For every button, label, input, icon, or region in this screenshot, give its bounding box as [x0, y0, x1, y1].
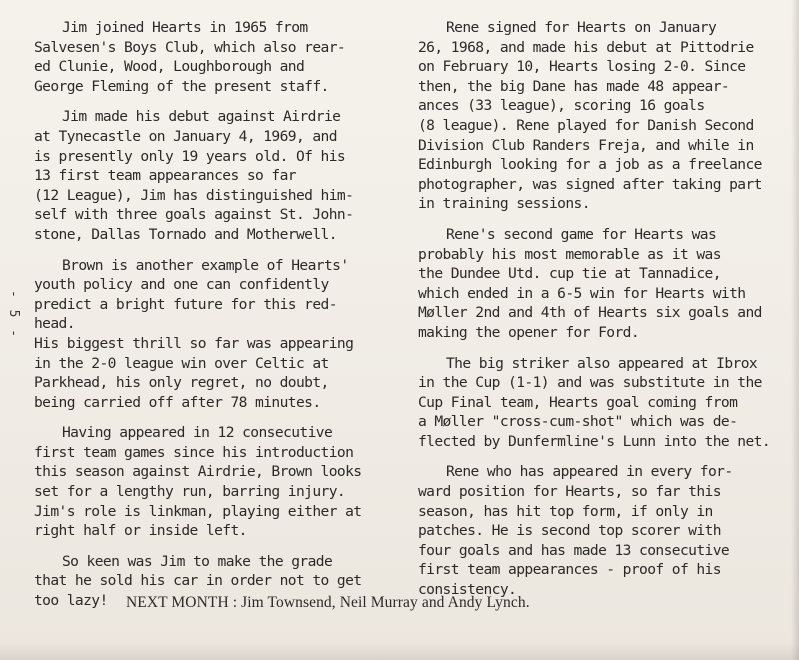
- left-paragraph-5: So keen was Jim to make the grade that he sold his car in order not to get too lazy!: [34, 552, 362, 610]
- page-edge-shadow: [791, 0, 799, 660]
- left-paragraph-4: Having appeared in 12 consecutive first team games since his introduction this season against Airdrie, Brown looks set for a lengthy run, barring injury. Jim's role is linkman, playing either at right half or inside left.: [34, 424, 362, 540]
- left-paragraph-1: Jim joined Hearts in 1965 from Salvesen's Boys Club, which also rear- ed Clunie, Wood, Loughborough and George Fleming of the present staff.: [34, 19, 346, 95]
- page-bottom-edge: [0, 642, 799, 660]
- next-month-line: NEXT MONTH : Jim Townsend, Neil Murray and Andy Lynch.: [126, 594, 530, 611]
- right-paragraph-2: Rene's second game for Hearts was probably his most memorable as it was the Dundee Utd. cup tie at Tannadice, which ended in a 6-5 win for Hearts with Møller 2nd and 4th of Hearts six goals and making the opener for Ford.: [418, 225, 762, 341]
- right-paragraph-3: The big striker also appeared at Ibrox in the Cup (1-1) and was substitute in the Cup Final team, Hearts goal coming from a Møller "cross-cum-shot" which was de- flected by Dunfermline's Lunn into the net.: [418, 354, 771, 450]
- page-number: - 5 -: [6, 290, 21, 340]
- right-paragraph-4: Rene who has appeared in every for- ward position for Hearts, so far this season, has hit top form, if only in patches. He is second top scorer with four goals and has made 13 consecutive first team appearances - proof of his consistency.: [418, 463, 733, 599]
- left-paragraph-3: Brown is another example of Hearts' youth policy and one can confidently predict a bright future for this red-head. His biggest thrill so far was appearing in the 2-0 league win over Celtic at Parkhead, his only regret, no doubt, being carried off after 78 minutes.: [34, 256, 354, 411]
- left-paragraph-2: Jim made his debut against Airdrie at Tynecastle on January 4, 1969, and is presently only 19 years old. Of his 13 first team appearances so far (12 League), Jim has distinguished him- self with three goals against St. John- stone, Dallas Tornado and Motherwell.: [34, 108, 354, 243]
- left-column: [34, 18, 374, 622]
- right-column: [418, 18, 788, 611]
- right-paragraph-1: Rene signed for Hearts on January 26, 1968, and made his debut at Pittodrie on February 10, Hearts losing 2-0. Since then, the big Dane has made 48 appear- ances (33 league), scoring 16 goals (8 league). Rene played for Danish Second Division Club Randers Freja, and while in Edinburgh looking for a job as a freelance photographer, was signed after taking part in training sessions.: [418, 19, 762, 213]
